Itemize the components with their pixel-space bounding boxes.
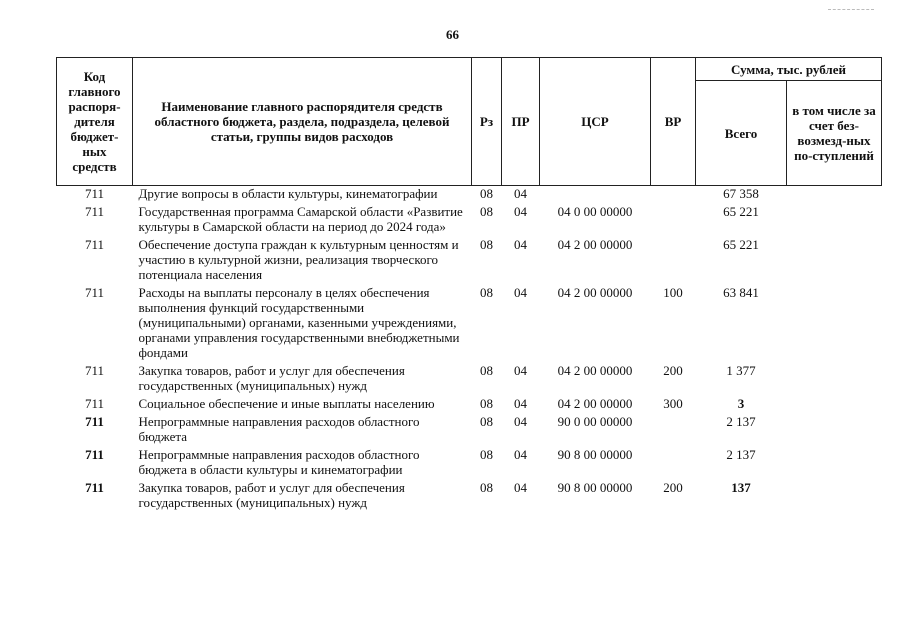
table-row — [57, 396, 882, 414]
row-rz: 08 — [480, 480, 493, 495]
row-csr: 04 2 00 00000 — [557, 396, 633, 411]
row-name: Другие вопросы в области культуры, кинематографии — [138, 186, 438, 201]
row-code: 711 — [84, 204, 105, 219]
row-vr — [651, 186, 696, 205]
row-total: 137 — [731, 480, 751, 495]
row-grants — [787, 204, 882, 237]
row-vr: 300 — [663, 396, 683, 411]
row-csr: 04 0 00 00000 — [557, 204, 633, 219]
row-code: 711 — [84, 363, 105, 378]
scan-corner-mark — [828, 9, 874, 10]
header-name: Наименование главного распорядителя средств областного бюджета, раздела, подраздела, целевой статьи, группы видов расходов — [133, 58, 472, 186]
table-row — [57, 447, 882, 480]
row-pr: 04 — [514, 186, 527, 201]
row-csr: 90 8 00 00000 — [557, 447, 633, 462]
row-total: 2 137 — [726, 447, 756, 462]
row-total: 65 221 — [723, 204, 759, 219]
row-pr: 04 — [514, 204, 527, 219]
row-grants — [787, 285, 882, 363]
row-name: Непрограммные направления расходов областного бюджета в области культуры и кинематографии — [138, 447, 420, 477]
row-rz: 08 — [480, 414, 493, 429]
row-grants — [787, 186, 882, 205]
row-vr — [651, 447, 696, 480]
row-csr: 04 2 00 00000 — [557, 237, 633, 252]
row-vr — [651, 204, 696, 237]
row-code: 711 — [84, 396, 105, 411]
row-code: 711 — [85, 480, 104, 495]
row-name: Расходы на выплаты персоналу в целях обеспечения выполнения функций государственными (муниципальными) органами, казенными учреждениями, органами управления государственными внебюджетными фондами — [138, 285, 460, 360]
row-grants — [787, 363, 882, 396]
header-row — [57, 58, 882, 81]
row-rz: 08 — [480, 237, 493, 252]
row-name: Закупка товаров, работ и услуг для обеспечения государственных (муниципальных) нужд — [138, 363, 405, 393]
row-pr: 04 — [514, 414, 527, 429]
row-code: 711 — [84, 237, 105, 252]
row-grants — [787, 414, 882, 447]
table-row — [57, 204, 882, 237]
row-name: Социальное обеспечение и иные выплаты населению — [138, 396, 435, 411]
row-vr — [651, 237, 696, 285]
row-csr: 90 0 00 00000 — [557, 414, 633, 429]
row-total: 3 — [737, 396, 745, 411]
row-grants — [787, 396, 882, 414]
row-vr: 200 — [663, 480, 683, 495]
table-row — [57, 237, 882, 285]
row-total: 65 221 — [723, 237, 759, 252]
row-rz: 08 — [480, 204, 493, 219]
row-total: 2 137 — [726, 414, 756, 429]
header-vr: ВР — [651, 58, 696, 186]
row-name: Обеспечение доступа граждан к культурным ценностям и участию в культурной жизни, реализация творческого потенциала населения — [138, 237, 459, 282]
row-pr: 04 — [514, 396, 527, 411]
row-grants — [787, 447, 882, 480]
row-name: Закупка товаров, работ и услуг для обеспечения государственных (муниципальных) нужд — [138, 480, 405, 510]
row-total: 63 841 — [723, 285, 759, 300]
row-vr: 200 — [663, 363, 683, 378]
row-total: 1 377 — [726, 363, 756, 378]
row-csr: 04 2 00 00000 — [557, 363, 633, 378]
header-csr: ЦСР — [540, 58, 651, 186]
row-grants — [787, 480, 882, 513]
row-csr — [540, 186, 651, 205]
row-code: 711 — [84, 186, 105, 201]
table-row — [57, 480, 882, 513]
header-grants: в том числе за счет без-возмезд-ных по-ступлений — [787, 81, 882, 186]
header-sum: Сумма, тыс. рублей — [696, 58, 882, 81]
row-rz: 08 — [480, 186, 493, 201]
row-grants — [787, 237, 882, 285]
table-row — [57, 414, 882, 447]
row-rz: 08 — [480, 363, 493, 378]
row-code: 711 — [85, 447, 104, 462]
row-code: 711 — [84, 285, 105, 300]
row-name: Непрограммные направления расходов областного бюджета — [138, 414, 420, 444]
row-vr — [651, 414, 696, 447]
budget-table — [56, 57, 882, 513]
page-number: 66 — [446, 27, 459, 42]
table-row — [57, 363, 882, 396]
row-code: 711 — [85, 414, 104, 429]
row-total: 67 358 — [723, 186, 759, 201]
header-code: Код главного распоря-дителя бюджет-ных средств — [57, 58, 133, 186]
header-pr: ПР — [502, 58, 540, 186]
header-rz: Рз — [472, 58, 502, 186]
row-pr: 04 — [514, 285, 527, 300]
row-name: Государственная программа Самарской области «Развитие культуры в Самарской области на период до 2024 года» — [138, 204, 463, 234]
row-csr: 90 8 00 00000 — [557, 480, 633, 495]
row-rz: 08 — [480, 285, 493, 300]
row-pr: 04 — [514, 363, 527, 378]
table-row — [57, 285, 882, 363]
row-pr: 04 — [514, 237, 527, 252]
row-pr: 04 — [514, 480, 527, 495]
row-pr: 04 — [514, 447, 527, 462]
row-rz: 08 — [480, 447, 493, 462]
row-rz: 08 — [480, 396, 493, 411]
row-vr: 100 — [663, 285, 683, 300]
table-row — [57, 186, 882, 205]
row-csr: 04 2 00 00000 — [557, 285, 633, 300]
header-total: Всего — [696, 81, 787, 186]
